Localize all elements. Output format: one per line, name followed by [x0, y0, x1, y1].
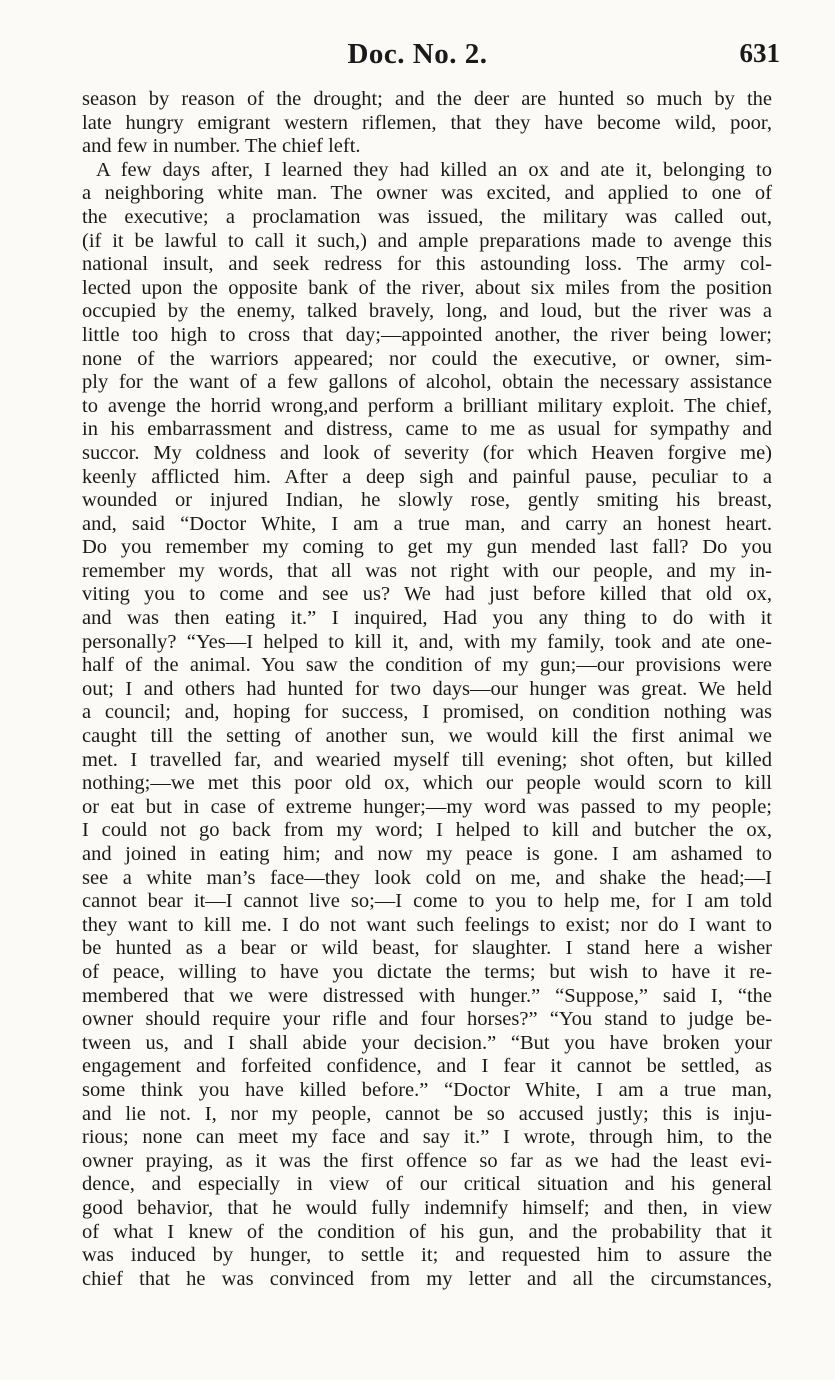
text-line: they want to kill me. I do not want such feelings to exist; nor do I want to — [82, 913, 772, 936]
text-line: a neighboring white man. The owner was excited, and applied to one of — [82, 182, 772, 205]
text-line: chief that he was convinced from my letter and all the circumstances, — [82, 1267, 772, 1290]
text-line: (if it be lawful to call it such,) and ample preparations made to avenge this — [82, 229, 772, 252]
text-line: of what I knew of the condition of his gun, and the probability that it — [82, 1220, 772, 1243]
text-line: succor. My coldness and look of severity (for which Heaven forgive me) — [82, 441, 772, 464]
text-line: little too high to cross that day;—appointed another, the river being lower; — [82, 323, 772, 346]
text-line: membered that we were distressed with hunger.” “Suppose,” said I, “the — [82, 984, 772, 1007]
text-line: and, said “Doctor White, I am a true man, and carry an honest heart. — [82, 512, 772, 535]
text-line: a council; and, hoping for success, I promised, on condition nothing was — [82, 701, 772, 724]
text-line: ply for the want of a few gallons of alcohol, obtain the necessary assistance — [82, 371, 772, 394]
text-line: occupied by the enemy, talked bravely, long, and loud, but the river was a — [82, 300, 772, 323]
text-line: wounded or injured Indian, he slowly rose, gently smiting his breast, — [82, 489, 772, 512]
text-line: to avenge the horrid wrong,and perform a brilliant military exploit. The chief, — [82, 394, 772, 417]
text-line: personally? “Yes—I helped to kill it, and, with my family, took and ate one- — [82, 630, 772, 653]
text-line: lected upon the opposite bank of the river, about six miles from the position — [82, 276, 772, 299]
text-line: owner should require your rifle and four horses?” “You stand to judge be- — [82, 1008, 772, 1031]
text-line: national insult, and seek redress for this astounding loss. The army col- — [82, 253, 772, 276]
text-line: rious; none can meet my face and say it.” I wrote, through him, to the — [82, 1126, 772, 1149]
text-line: engagement and forfeited confidence, and I fear it cannot be settled, as — [82, 1055, 772, 1078]
text-line: out; I and others had hunted for two days—our hunger was great. We held — [82, 677, 772, 700]
text-line: see a white man’s face—they look cold on me, and shake the head;—I — [82, 866, 772, 889]
text-line: Do you remember my coming to get my gun mended last fall? Do you — [82, 536, 772, 559]
text-line: half of the animal. You saw the condition of my gun;—our provisions were — [82, 654, 772, 677]
text-line: of peace, willing to have you dictate the terms; but wish to have it re- — [82, 960, 772, 983]
text-line: tween us, and I shall abide your decision.” “But you have broken your — [82, 1031, 772, 1054]
text-line: and few in number. The chief left. — [82, 135, 361, 158]
text-line: season by reason of the drought; and the deer are hunted so much by the — [82, 88, 772, 110]
text-line: late hungry emigrant western riflemen, that they have become wild, poor, — [82, 111, 772, 134]
text-line: keenly afflicted him. After a deep sigh and painful pause, peculiar to a — [82, 465, 772, 488]
text-line: dence, and especially in view of our critical situation and his general — [82, 1173, 772, 1196]
text-line: cannot bear it—I cannot live so;—I come to you to help me, for I am told — [82, 890, 772, 913]
text-line: none of the warriors appeared; nor could the executive, or owner, sim- — [82, 347, 772, 370]
text-line: good behavior, that he would fully indemnify himself; and then, in view — [82, 1196, 772, 1219]
text-line: the executive; a proclamation was issued, the military was called out, — [82, 205, 772, 228]
page-number: 631 — [739, 38, 780, 68]
text-line: was induced by hunger, to settle it; and requested him to assure the — [82, 1244, 772, 1267]
body-text — [82, 88, 772, 1291]
text-line: and lie not. I, nor my people, cannot be so accused justly; this is inju- — [82, 1102, 772, 1125]
page-title: Doc. No. 2. — [347, 38, 488, 70]
text-line: owner praying, as it was the first offence so far as we had the least evi- — [82, 1149, 772, 1172]
text-line: nothing;—we met this poor old ox, which our people would scorn to kill — [82, 772, 772, 795]
page-header — [0, 38, 835, 78]
text-line: viting you to come and see us? We had just before killed that old ox, — [82, 583, 772, 606]
text-line: or eat but in case of extreme hunger;—my word was passed to my people; — [82, 795, 772, 818]
text-line: and was then eating it.” I inquired, Had you any thing to do with it — [82, 607, 772, 630]
text-line: remember my words, that all was not right with our people, and my in- — [82, 559, 772, 582]
text-line: and joined in eating him; and now my peace is gone. I am ashamed to — [82, 843, 772, 865]
text-line: met. I travelled far, and wearied myself till evening; shot often, but killed — [82, 748, 772, 771]
text-line: caught till the setting of another sun, we would kill the first animal we — [82, 725, 772, 748]
text-line: be hunted as a bear or wild beast, for slaughter. I stand here a wisher — [82, 937, 772, 960]
text-line: some think you have killed before.” “Doctor White, I am a true man, — [82, 1078, 772, 1101]
text-line: in his embarrassment and distress, came to me as usual for sympathy and — [82, 418, 772, 441]
text-line: A few days after, I learned they had killed an ox and ate it, belonging to — [96, 158, 772, 181]
text-line: I could not go back from my word; I helped to kill and butcher the ox, — [82, 819, 772, 842]
